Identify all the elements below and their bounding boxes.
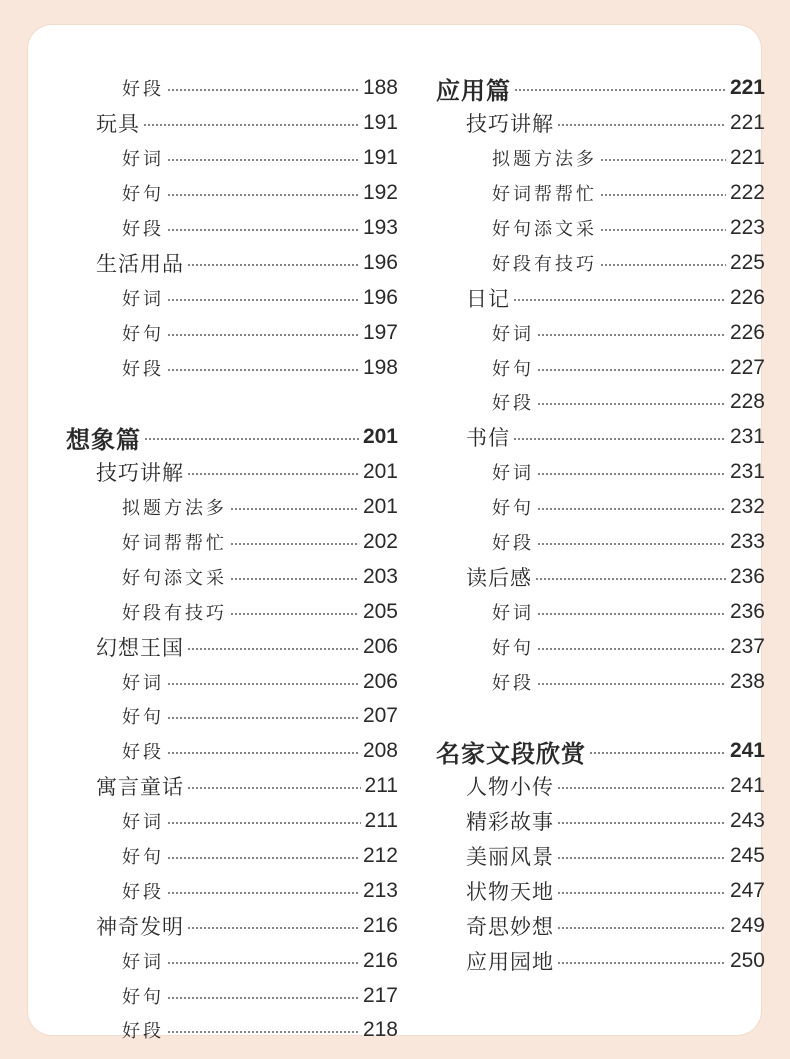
toc-chapter-entry[interactable] (436, 769, 765, 804)
toc-page-number: 213 (362, 878, 398, 902)
toc-subentry[interactable] (66, 280, 398, 315)
toc-subentry[interactable] (66, 804, 398, 839)
dot-leader (537, 683, 726, 685)
dot-leader (167, 89, 359, 91)
dot-leader (187, 787, 361, 789)
toc-page-number: 226 (729, 285, 765, 309)
toc-right-column (436, 71, 765, 978)
toc-page-number: 218 (362, 1018, 398, 1042)
dot-leader (535, 578, 726, 580)
dot-leader (187, 648, 359, 650)
dot-leader (167, 1031, 359, 1033)
dot-leader (557, 927, 726, 929)
toc-entry-label: 生活用品 (96, 251, 184, 276)
dot-leader (167, 892, 359, 894)
toc-page-number: 245 (729, 844, 765, 868)
toc-page-number: 207 (362, 704, 398, 728)
dot-leader (600, 264, 726, 266)
toc-entry-label: 寓言童话 (96, 775, 184, 800)
toc-entry-label: 好句 (492, 358, 534, 380)
toc-chapter-entry[interactable] (436, 106, 765, 141)
toc-entry-label: 名家文段欣赏 (436, 739, 586, 768)
dot-leader (230, 613, 359, 615)
toc-chapter-entry[interactable] (436, 839, 765, 874)
dot-leader (537, 508, 726, 510)
toc-subentry[interactable] (436, 455, 765, 490)
toc-entry-label: 好句 (122, 323, 164, 345)
toc-left-column (66, 71, 398, 1048)
dot-leader (537, 543, 726, 545)
dot-leader (167, 717, 359, 719)
toc-chapter-entry[interactable] (436, 943, 765, 978)
toc-subentry[interactable] (436, 525, 765, 560)
toc-entry-label: 好句 (122, 184, 164, 206)
toc-page-number: 250 (729, 948, 765, 972)
toc-subentry[interactable] (66, 873, 398, 908)
toc-entry-label: 好词 (492, 463, 534, 485)
toc-subentry[interactable] (66, 315, 398, 350)
dot-leader (537, 334, 726, 336)
toc-entry-label: 好段有技巧 (492, 253, 597, 275)
dot-leader (514, 89, 726, 91)
toc-page-number: 231 (729, 460, 765, 484)
toc-subentry[interactable] (66, 1013, 398, 1048)
dot-leader (167, 369, 359, 371)
toc-subentry[interactable] (66, 559, 398, 594)
dot-leader (167, 822, 361, 824)
toc-page-number: 192 (362, 181, 398, 205)
toc-subentry[interactable] (66, 664, 398, 699)
toc-page-number: 196 (362, 250, 398, 274)
toc-entry-label: 好段 (492, 393, 534, 415)
toc-entry-label: 好词 (122, 149, 164, 171)
dot-leader (537, 369, 726, 371)
toc-entry-label: 技巧讲解 (96, 461, 184, 486)
toc-entry-label: 神奇发明 (96, 914, 184, 939)
toc-chapter-entry[interactable] (436, 873, 765, 908)
toc-page-number: 216 (362, 948, 398, 972)
dot-leader (167, 299, 359, 301)
toc-page-number: 201 (362, 425, 398, 449)
toc-entry-label: 好段 (122, 79, 164, 101)
toc-subentry[interactable] (66, 350, 398, 385)
dot-leader (537, 648, 726, 650)
toc-entry-label: 好句添文采 (492, 219, 597, 240)
dot-leader (167, 683, 359, 685)
toc-entry-label: 好段 (122, 1021, 164, 1043)
toc-entry-label: 人物小传 (466, 775, 554, 800)
toc-chapter-entry[interactable] (66, 245, 398, 280)
toc-subentry[interactable] (66, 490, 398, 525)
toc-chapter-entry[interactable] (66, 106, 398, 141)
toc-entry-label: 玩具 (96, 112, 140, 137)
toc-page-number: 208 (362, 739, 398, 763)
dot-leader (167, 752, 359, 754)
dot-leader (230, 578, 359, 580)
dot-leader (600, 229, 726, 231)
toc-page-number: 211 (364, 809, 398, 833)
toc-entry-label: 精彩故事 (466, 810, 554, 835)
toc-subentry[interactable] (436, 211, 765, 246)
toc-entry-label: 好词 (122, 951, 164, 973)
toc-subentry[interactable] (66, 594, 398, 629)
toc-page-number: 222 (729, 181, 765, 205)
toc-page-number: 188 (362, 76, 398, 100)
dot-leader (167, 857, 359, 859)
toc-subentry[interactable] (66, 734, 398, 769)
toc-entry-label: 状物天地 (466, 879, 554, 904)
toc-page-number: 233 (729, 530, 765, 554)
toc-subentry[interactable] (436, 245, 765, 280)
toc-page-number: 193 (362, 216, 398, 239)
toc-subentry[interactable] (66, 839, 398, 874)
toc-subentry[interactable] (66, 211, 398, 246)
toc-entry-label: 好句添文采 (122, 567, 227, 589)
toc-entry-label: 应用篇 (436, 76, 511, 105)
toc-entry-label: 技巧讲解 (466, 112, 554, 137)
toc-card (28, 25, 765, 1043)
toc-entry-label: 好段 (492, 533, 534, 555)
toc-page-number: 191 (362, 111, 398, 135)
toc-entry-label: 好词 (122, 288, 164, 310)
toc-entry-label: 好词 (122, 812, 164, 834)
toc-page-number: 217 (362, 983, 398, 1007)
toc-subentry[interactable] (66, 978, 398, 1013)
toc-chapter-entry[interactable] (436, 280, 765, 315)
toc-page-number: 241 (729, 739, 765, 763)
dot-leader (167, 997, 359, 999)
toc-page-number: 203 (362, 564, 398, 588)
toc-entry-label: 美丽风景 (466, 845, 554, 870)
toc-entry-label: 好句 (122, 986, 164, 1008)
toc-page-number: 202 (362, 530, 398, 554)
toc-subentry[interactable] (66, 525, 398, 560)
toc-page-number: 206 (362, 634, 398, 658)
toc-page-number: 221 (729, 76, 765, 100)
toc-entry-label: 拟题方法多 (492, 149, 597, 171)
toc-entry-label: 读后感 (466, 565, 532, 590)
toc-entry-label: 幻想王国 (96, 635, 184, 660)
toc-subentry[interactable] (66, 71, 398, 106)
toc-entry-label: 好句 (492, 498, 534, 520)
dot-leader (187, 927, 359, 929)
toc-subentry[interactable] (436, 176, 765, 211)
toc-page-number: 225 (729, 250, 765, 274)
dot-leader (557, 822, 726, 824)
toc-entry-label: 好词帮帮忙 (492, 184, 597, 206)
toc-subentry[interactable] (436, 350, 765, 385)
toc-chapter-entry[interactable] (436, 420, 765, 455)
dot-leader (513, 438, 726, 440)
toc-entry-label: 应用园地 (466, 949, 554, 974)
toc-page-number: 223 (729, 216, 765, 239)
dot-leader (589, 752, 726, 754)
toc-section-heading[interactable] (436, 734, 765, 769)
toc-page-number: 241 (729, 774, 765, 798)
dot-leader (557, 857, 726, 859)
toc-page-number: 211 (364, 774, 398, 798)
toc-section-heading[interactable] (66, 420, 398, 455)
toc-entry-label: 书信 (466, 426, 510, 451)
dot-leader (230, 508, 359, 510)
toc-page-number: 216 (362, 913, 398, 937)
toc-page-number: 227 (729, 355, 765, 379)
toc-chapter-entry[interactable] (66, 455, 398, 490)
toc-page-number: 247 (729, 878, 765, 902)
dot-leader (167, 194, 359, 196)
toc-subentry[interactable] (436, 594, 765, 629)
toc-page-number: 228 (729, 390, 765, 414)
section-spacer (66, 385, 398, 420)
toc-entry-label: 好段 (122, 881, 164, 903)
dot-leader (600, 159, 726, 161)
toc-subentry[interactable] (436, 141, 765, 176)
toc-entry-label: 好词 (492, 602, 534, 624)
toc-entry-label: 好词帮帮忙 (122, 533, 227, 555)
toc-entry-label: 好段有技巧 (122, 602, 227, 624)
toc-entry-label: 好段 (122, 219, 164, 240)
toc-page-number: 238 (729, 669, 765, 693)
dot-leader (537, 403, 726, 405)
toc-subentry[interactable] (436, 315, 765, 350)
dot-leader (513, 299, 726, 301)
dot-leader (187, 264, 359, 266)
toc-entry-label: 好句 (122, 707, 164, 729)
toc-entry-label: 好段 (122, 742, 164, 764)
toc-entry-label: 好段 (122, 358, 164, 380)
toc-page-number: 198 (362, 355, 398, 379)
toc-page-number: 231 (729, 425, 765, 449)
toc-page-number: 201 (362, 495, 398, 519)
toc-page-number: 232 (729, 495, 765, 519)
toc-page-number: 237 (729, 634, 765, 658)
toc-page-number: 201 (362, 460, 398, 484)
toc-entry-label: 日记 (466, 286, 510, 311)
dot-leader (537, 613, 726, 615)
toc-page-number: 243 (729, 809, 765, 833)
toc-chapter-entry[interactable] (436, 559, 765, 594)
toc-page-number: 212 (362, 844, 398, 868)
toc-entry-label: 想象篇 (66, 425, 141, 454)
toc-page-number: 221 (729, 111, 765, 135)
toc-page-number: 196 (362, 285, 398, 309)
dot-leader (557, 962, 726, 964)
dot-leader (600, 194, 726, 196)
toc-subentry[interactable] (436, 385, 765, 420)
toc-chapter-entry[interactable] (436, 804, 765, 839)
dot-leader (167, 229, 359, 231)
toc-chapter-entry[interactable] (66, 908, 398, 943)
toc-page-number: 226 (729, 320, 765, 344)
dot-leader (537, 473, 726, 475)
toc-subentry[interactable] (66, 699, 398, 734)
toc-page-number: 236 (729, 599, 765, 623)
toc-chapter-entry[interactable] (66, 629, 398, 664)
dot-leader (144, 438, 359, 440)
section-spacer (436, 699, 765, 734)
toc-entry-label: 拟题方法多 (122, 498, 227, 520)
toc-entry-label: 好句 (492, 637, 534, 659)
toc-subentry[interactable] (66, 943, 398, 978)
toc-page-number: 206 (362, 669, 398, 693)
dot-leader (143, 124, 359, 126)
dot-leader (187, 473, 359, 475)
toc-subentry[interactable] (436, 490, 765, 525)
toc-page-number: 191 (362, 146, 398, 170)
toc-page-number: 205 (362, 599, 398, 623)
toc-page-number: 249 (729, 913, 765, 937)
toc-page-number: 236 (729, 564, 765, 588)
dot-leader (167, 334, 359, 336)
toc-entry-label: 奇思妙想 (466, 914, 554, 939)
toc-section-heading[interactable] (436, 71, 765, 106)
dot-leader (167, 962, 359, 964)
dot-leader (557, 787, 726, 789)
toc-entry-label: 好词 (122, 672, 164, 694)
toc-subentry[interactable] (436, 629, 765, 664)
toc-chapter-entry[interactable] (436, 908, 765, 943)
dot-leader (557, 892, 726, 894)
toc-page-number: 221 (729, 146, 765, 170)
toc-subentry[interactable] (66, 141, 398, 176)
dot-leader (230, 543, 359, 545)
toc-subentry[interactable] (436, 664, 765, 699)
toc-page-number: 197 (362, 320, 398, 344)
toc-entry-label: 好句 (122, 847, 164, 869)
dot-leader (167, 159, 359, 161)
toc-chapter-entry[interactable] (66, 769, 398, 804)
dot-leader (557, 124, 726, 126)
toc-subentry[interactable] (66, 176, 398, 211)
toc-entry-label: 好词 (492, 323, 534, 345)
toc-entry-label: 好段 (492, 672, 534, 694)
